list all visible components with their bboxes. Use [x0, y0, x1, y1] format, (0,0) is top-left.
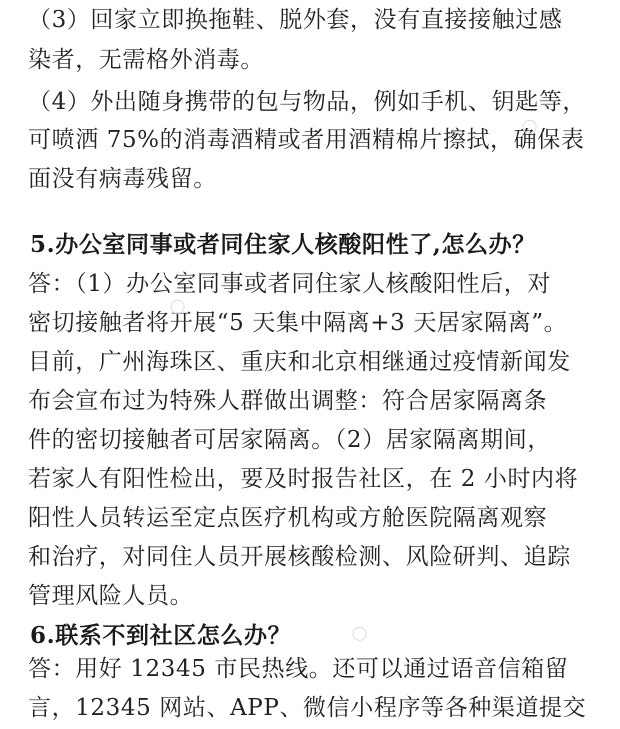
paragraph-line: 可喷洒 75%的消毒酒精或者用酒精棉片擦拭，确保表 [28, 127, 585, 153]
paragraph-line: 管理风险人员。 [28, 583, 194, 609]
paragraph-line: （4）外出随身携带的包与物品，例如手机、钥匙等， [28, 89, 587, 115]
paragraph-line: 阳性人员转运至定点医疗机构或方舱医院隔离观察 [28, 505, 548, 531]
paragraph-line: 答：（1）办公室同事或者同住家人核酸阳性后，对 [28, 271, 551, 297]
paragraph-line: 面没有病毒残留。 [28, 166, 217, 192]
paragraph-line: 件的密切接触者可居家隔离。（2）居家隔离期间， [28, 427, 551, 453]
paragraph-line: 言，12345 网站、APP、微信小程序等各种渠道提交 [28, 695, 587, 721]
paragraph-line: （3）回家立即换拖鞋、脱外套，没有直接接触过感 [28, 7, 563, 33]
paragraph-line: 目前，广州海珠区、重庆和北京相继通过疫情新闻发 [28, 349, 571, 375]
paragraph-line: 若家人有阳性检出，要及时报告社区，在 2 小时内将 [28, 466, 579, 492]
paragraph-line: 密切接触者将开展“5 天集中隔离+3 天居家隔离”。 [28, 310, 568, 336]
section-heading-6: 6.联系不到社区怎么办？ [30, 622, 292, 649]
paragraph-line: 染者，无需格外消毒。 [28, 47, 264, 73]
paragraph-line: 和治疗，对同住人员开展核酸检测、风险研判、追踪 [28, 544, 571, 570]
section-heading-5: 5.办公室同事或者同住家人核酸阳性了,怎么办？ [30, 231, 536, 258]
paragraph-line: 答：用好 12345 市民热线。还可以通过语音信箱留 [28, 656, 569, 682]
paragraph-line: 布会宣布过为特殊人群做出调整：符合居家隔离条 [28, 388, 548, 414]
watermark-ring-icon [350, 625, 369, 644]
